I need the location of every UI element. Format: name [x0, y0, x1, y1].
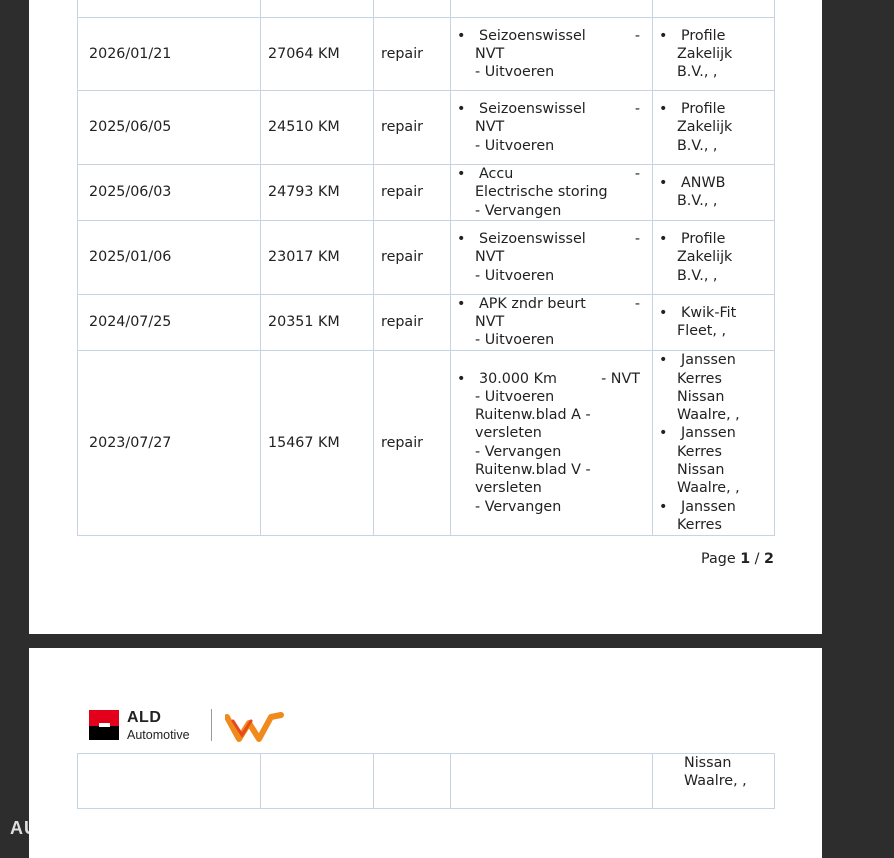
table-row [78, 91, 775, 165]
description-separator: - NVT [601, 370, 640, 387]
company-line: Nissan [684, 755, 732, 771]
description-line: versleten [475, 425, 542, 442]
table-row [78, 220, 775, 294]
ald-brand-subtext: Automotive [127, 728, 190, 742]
description-line: NVT [475, 119, 505, 136]
date-cell: 2025/06/05 [78, 91, 261, 165]
company-name: • Profile [681, 101, 726, 118]
company-item [653, 351, 770, 424]
company-name: • Janssen [681, 352, 736, 369]
table-row [78, 18, 775, 91]
company-item [653, 498, 770, 535]
company-line: Kerres [677, 370, 722, 387]
company-cell [653, 18, 775, 91]
company-name: • Kwik-Fit [681, 305, 737, 322]
description-line: - Vervangen [475, 202, 562, 219]
description-line: versleten [475, 480, 542, 497]
company-cell [653, 91, 775, 165]
date-cell: 2023/07/27 [78, 350, 261, 535]
document-page-1 [29, 0, 822, 634]
company-line: Fleet, , [677, 323, 727, 340]
description-title: • APK zndr beurt [479, 295, 586, 312]
description-title: • Seizoenswissel [479, 27, 586, 44]
company-name: • Profile [681, 27, 726, 44]
ald-brand-text: ALD [127, 709, 162, 726]
date-cell: 2025/06/03 [78, 165, 261, 221]
table-row [78, 294, 775, 350]
description-title: • Seizoenswissel [479, 230, 586, 247]
company-line: Waalre, , [677, 407, 740, 424]
description-line: NVT [475, 45, 505, 62]
company-item [653, 230, 770, 285]
company-item [653, 100, 770, 155]
service-history-table-continued [77, 753, 775, 809]
company-line: B.V., , [677, 193, 718, 210]
description-separator: - [634, 295, 640, 312]
company-item [653, 304, 770, 341]
description-separator: - [634, 101, 640, 118]
company-line: Waalre, , [677, 480, 740, 497]
mileage-cell: 24793 KM [261, 165, 374, 221]
mileage-cell: 24510 KM [261, 91, 374, 165]
description-line: NVT [475, 249, 505, 266]
description-line: - Uitvoeren [475, 388, 555, 405]
type-cell: repair [374, 350, 451, 535]
description-item [451, 230, 648, 285]
company-name: • Janssen [681, 425, 736, 442]
company-line: Waalre, , [684, 773, 747, 790]
description-line: - Vervangen [475, 498, 562, 515]
company-item [653, 27, 770, 82]
company-line: Nissan [677, 462, 725, 479]
company-item [653, 424, 770, 497]
mileage-cell: 23017 KM [261, 220, 374, 294]
description-cell [451, 294, 653, 350]
company-line: Nissan [677, 388, 725, 405]
company-cell [653, 350, 775, 535]
description-line: - Vervangen [475, 443, 562, 460]
description-title: • Accu [479, 166, 514, 182]
company-line: Kerres [677, 516, 722, 533]
description-line: - Uitvoeren [475, 64, 555, 81]
description-line: Ruitenw.blad A - [475, 407, 591, 424]
description-line: - Uitvoeren [475, 332, 555, 349]
description-item [451, 295, 648, 350]
description-item [451, 370, 648, 516]
ald-automotive-logo [89, 709, 289, 743]
description-cell [451, 18, 653, 91]
type-cell: repair [374, 294, 451, 350]
company-cell [653, 220, 775, 294]
date-cell: 2024/07/25 [78, 294, 261, 350]
company-line: B.V., , [677, 267, 718, 284]
description-separator: - [634, 27, 640, 44]
leaseplan-logo [225, 709, 285, 743]
page-number: Page 1 / 2 [701, 551, 774, 567]
company-item [653, 174, 770, 211]
table-row-header-cut [78, 0, 775, 18]
mileage-cell: 27064 KM [261, 18, 374, 91]
description-cell [451, 91, 653, 165]
table-row [78, 754, 775, 809]
description-separator: - [634, 166, 640, 182]
company-name: • Profile [681, 230, 726, 247]
type-cell: repair [374, 91, 451, 165]
type-cell: repair [374, 165, 451, 221]
company-cell [653, 165, 775, 221]
description-line: NVT [475, 314, 505, 331]
mileage-cell: 20351 KM [261, 294, 374, 350]
description-line: - Uitvoeren [475, 137, 555, 154]
description-line: Electrische storing [475, 184, 608, 201]
company-line: Zakelijk [677, 119, 733, 136]
company-line: Zakelijk [677, 45, 733, 62]
company-name: • ANWB [681, 175, 726, 192]
ald-logo-mark [89, 710, 119, 740]
company-cell [653, 294, 775, 350]
mileage-cell: 15467 KM [261, 350, 374, 535]
description-title: • Seizoenswissel [479, 101, 586, 118]
company-line: B.V., , [677, 64, 718, 81]
description-separator: - [634, 230, 640, 247]
watermark: AUTOVIT.ro [10, 818, 120, 838]
date-cell: 2025/01/06 [78, 220, 261, 294]
type-cell: repair [374, 18, 451, 91]
company-line: Kerres [677, 443, 722, 460]
date-cell: 2026/01/21 [78, 18, 261, 91]
description-line: Ruitenw.blad V - [475, 462, 591, 479]
description-item [451, 165, 648, 220]
type-cell: repair [374, 220, 451, 294]
service-history-table [77, 0, 775, 536]
company-line: Zakelijk [677, 249, 733, 266]
description-cell [451, 220, 653, 294]
description-cell [451, 165, 653, 221]
description-item [451, 100, 648, 155]
logo-divider [211, 709, 212, 741]
company-line: B.V., , [677, 137, 718, 154]
description-title: • 30.000 Km [479, 370, 557, 387]
description-line: - Uitvoeren [475, 267, 555, 284]
company-name: • Janssen [681, 498, 736, 515]
document-page-2 [29, 648, 822, 858]
company-cell [653, 754, 775, 809]
table-row [78, 350, 775, 535]
description-cell [451, 350, 653, 535]
table-row [78, 165, 775, 221]
description-item [451, 27, 648, 82]
